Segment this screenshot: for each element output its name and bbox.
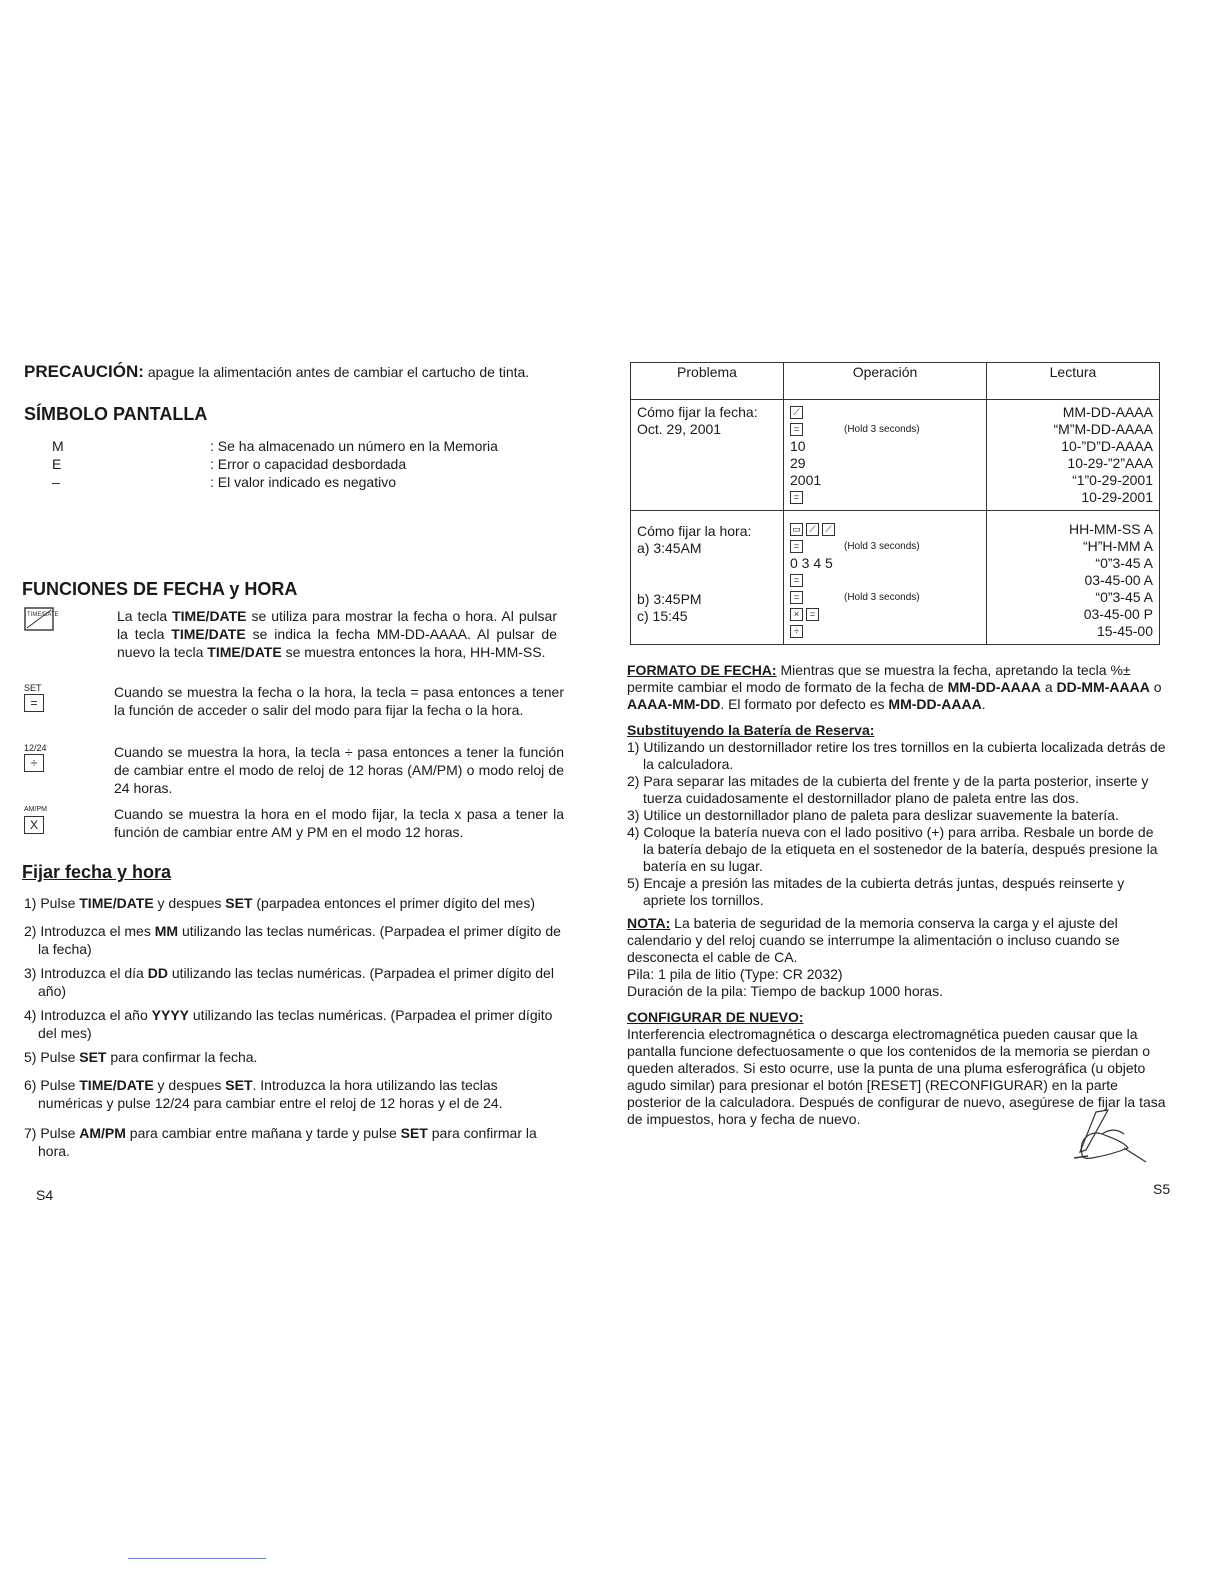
operation-table	[630, 362, 1160, 645]
time-date-key-icon	[24, 607, 59, 635]
multiply-key-icon: ×	[790, 608, 803, 621]
time-date-key-icon: ⟋	[790, 406, 803, 419]
symbol: –	[52, 474, 60, 490]
symbol: M	[52, 438, 64, 454]
battery-step: 1) Utilizando un destornillador retire los tres tornillos en la cubierta localizada detrás de la calculadora.	[627, 739, 1166, 772]
dd-key-icon: ▭	[790, 523, 803, 536]
svg-text:TIME/DATE: TIME/DATE	[27, 612, 59, 618]
date-format-paragraph: FORMATO DE FECHA: Mientras que se muestra la fecha, apretando la tecla %± permite cambiar el modo de formato de la fecha de MM-DD-AAAA a DD-MM-AAAA o AAAA-MM-DD. El formato por defecto es MM-DD-AAAA.	[627, 662, 1162, 712]
problem-cell: Cómo fijar la hora: a) 3:45AM b) 3:45PM c) 15:45	[631, 511, 784, 645]
key-desc-set	[24, 683, 564, 739]
divide-key-icon: 12/24 ÷	[24, 743, 47, 770]
step-2: 2) Introduzca el mes MM utilizando las teclas numéricas. (Parpadea el primer dígito de la fecha)	[24, 923, 561, 957]
set-key-icon: =	[806, 608, 819, 621]
caution-label: PRECAUCIÓN:	[24, 362, 144, 381]
table-row-date	[631, 400, 1160, 511]
step-5: 5) Pulse SET para confirmar la fecha.	[24, 1049, 258, 1065]
symbol-desc: : El valor indicado es negativo	[210, 474, 396, 490]
date-time-functions-title: FUNCIONES DE FECHA y HORA	[22, 579, 298, 599]
set-date-time-steps	[24, 894, 564, 1166]
set-key-icon: =	[790, 540, 803, 553]
col-header: Operación	[784, 363, 987, 400]
battery-step: 3) Utilice un destornillador plano de paleta para deslizar suavemente la batería.	[627, 807, 1119, 823]
col-header: Problema	[631, 363, 784, 400]
symbol-desc: : Se ha almacenado un número en la Memoria	[210, 438, 498, 454]
step-1: 1) Pulse TIME/DATE y despues SET (parpadea entonces el primer dígito del mes)	[24, 895, 535, 911]
multiply-desc: Cuando se muestra la hora en el modo fijar, la tecla x pasa a tener la función de cambiar entre AM y PM en el modo 12 horas.	[114, 806, 564, 840]
time-date-key-icon: ⟋	[806, 523, 819, 536]
col-header: Lectura	[987, 363, 1160, 400]
set-date-time-title: Fijar fecha y hora	[22, 862, 172, 882]
page-number-left: S4	[36, 1187, 54, 1203]
set-key-icon: SET =	[24, 683, 56, 712]
battery-step: 4) Coloque la batería nueva con el lado positivo (+) para arriba. Resbale un borde de la batería debajo de la etiqueta en el sostenedor de la batería, después presione la batería en su lugar.	[627, 824, 1158, 874]
page-number-right: S5	[1153, 1181, 1171, 1197]
operation-cell: ▭ ⟋ ⟋ = (Hold 3 seconds) 0 3 4 5 = = (Hold 3 seconds) × = ÷	[784, 511, 987, 645]
display-symbols-title: SÍMBOLO PANTALLA	[24, 404, 208, 424]
pen-hand-illustration-icon	[1068, 1108, 1148, 1169]
operation-cell: ⟋ = (Hold 3 seconds) 10 29 2001 =	[784, 400, 987, 511]
set-key-icon: =	[790, 591, 803, 604]
step-3: 3) Introduzca el día DD utilizando las teclas numéricas. (Parpadea el primer dígito del año)	[24, 965, 554, 999]
key-desc-time-date	[24, 607, 557, 679]
key-desc-am-pm	[24, 805, 564, 845]
step-4: 4) Introduzca el año YYYY utilizando las teclas numéricas. (Parpadea el primer dígito del mes)	[24, 1007, 553, 1041]
time-date-key-icon: ⟋	[822, 523, 835, 536]
caution-text: apague la alimentación antes de cambiar el cartucho de tinta.	[147, 364, 530, 380]
caution-note	[24, 362, 529, 382]
battery-step: 2) Para separar las mitades de la cubierta del frente y de la parta posterior, inserte y tuerza cuidadosamente el destornillador plano de paleta entre las dos.	[627, 773, 1149, 806]
battery-type: Pila: 1 pila de litio (Type: CR 2032)	[627, 966, 843, 982]
divide-desc: Cuando se muestra la hora, la tecla ÷ pasa entonces a tener la función de cambiar entre el modo de reloj de 12 horas (AM/PM) o modo reloj de 24 horas.	[114, 744, 564, 796]
symbol-desc: : Error o capacidad desbordada	[210, 456, 407, 472]
table-header-row	[631, 363, 1160, 400]
step-6: 6) Pulse TIME/DATE y despues SET. Introduzca la hora utilizando las teclas numéricas y pulse 12/24 para cambiar entre el reloj de 12 horas y el de 24.	[24, 1077, 503, 1111]
reset-text: Interferencia electromagnética o descarga electromagnética pueden causar que la pantalla funcione defectuosamente o que los contenidos de la memoria se pierdan o queden alterados. Si esto ocurre, use la punta de una pluma esferográfica (u objeto agudo similar) para presionar el botón [RESET] (RECONFIGURAR) en la parte posterior de la calculadora. Después de configurar de nuevo, asegúrese de fijar la tasa de impuestos, hora y fecha de nuevo.	[627, 1026, 1166, 1127]
battery-step: 5) Encaje a presión las mitades de la cubierta detrás juntas, después reinserte y apriete los tornillos.	[627, 875, 1125, 908]
set-desc: Cuando se muestra la fecha o la hora, la tecla = pasa entonces a tener la función de acceder o salir del modo para fijar la fecha o la hora.	[114, 684, 564, 718]
reset-title: CONFIGURAR DE NUEVO:	[627, 1009, 804, 1025]
set-key-icon: =	[790, 491, 803, 504]
divider	[128, 1558, 266, 1559]
key-desc-12-24	[24, 743, 564, 799]
multiply-key-icon: AM/PM X	[24, 806, 47, 832]
reading-cell: MM-DD-AAAA “M”M-DD-AAAA 10-”D”D-AAAA 10-29-”2”AAA “1”0-29-2001 10-29-2001	[987, 400, 1160, 511]
reading-cell: HH-MM-SS A “H”H-MM A “0”3-45 A 03-45-00 A “0”3-45 A 03-45-00 P 15-45-00	[987, 511, 1160, 645]
divide-key-icon: ÷	[790, 625, 803, 638]
battery-section	[627, 722, 1167, 909]
battery-duration: Duración de la pila: Tiempo de backup 1000 horas.	[627, 983, 943, 999]
step-7: 7) Pulse AM/PM para cambiar entre mañana y tarde y pulse SET para confirmar la hora.	[24, 1125, 537, 1159]
set-key-icon: =	[790, 574, 803, 587]
note-section: NOTA: La bateria de seguridad de la memoria conserva la carga y el ajuste del calendario y del reloj cuando se interrumpe la alimentación o incluso cuando se desconecta el cable de CA. Pila: 1 pila de litio (Type: CR 2032) Duración de la pila: Tiempo de backup 1000 horas.	[627, 915, 1167, 1000]
set-key-icon: =	[790, 423, 803, 436]
problem-cell: Cómo fijar la fecha: Oct. 29, 2001	[631, 400, 784, 511]
battery-title: Substituyendo la Batería de Reserva:	[627, 722, 875, 738]
table-row-time	[631, 511, 1160, 645]
symbol: E	[52, 456, 62, 472]
time-date-desc: La tecla TIME/DATE se utiliza para mostrar la fecha o hora. Al pulsar la tecla TIME/DATE se indica la fecha MM-DD-AAAA. Al pulsar de nuevo la tecla TIME/DATE se muestra entonces la hora, HH-MM-SS.	[117, 608, 557, 660]
